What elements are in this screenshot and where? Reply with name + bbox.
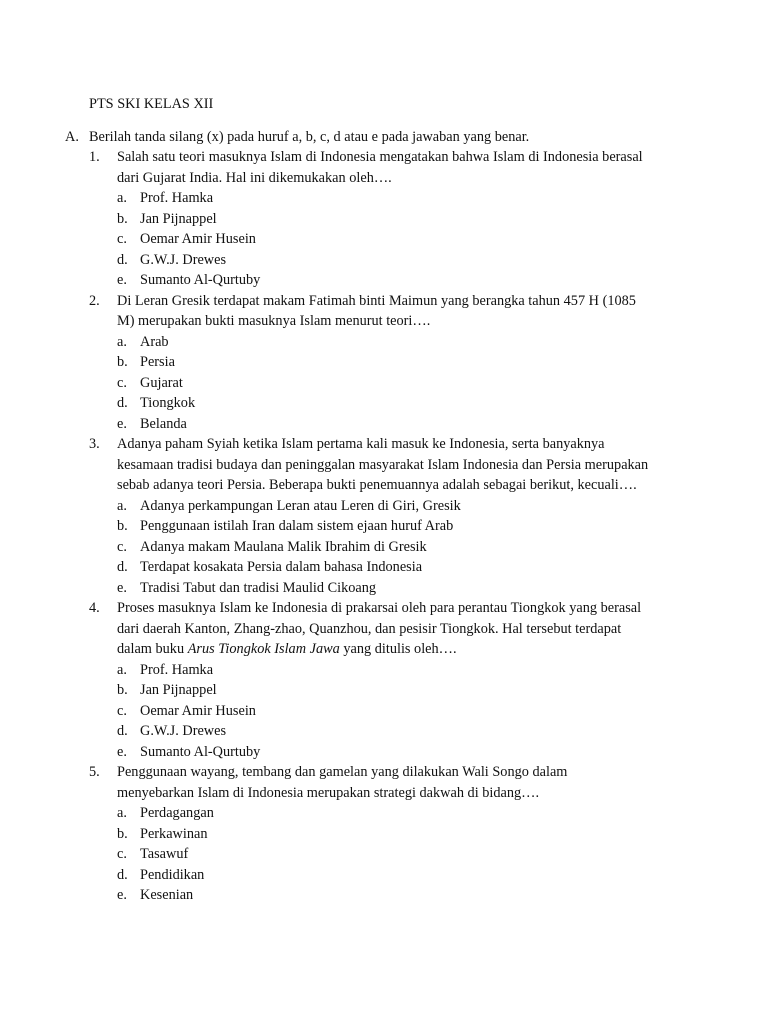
option-text: Persia [140, 354, 175, 370]
option-list [89, 803, 689, 906]
option-letter: e. [117, 887, 127, 903]
option-letter: a. [117, 661, 127, 678]
book-title: Arus Tiongkok Islam Jawa [187, 641, 340, 657]
option-letter: c. [117, 231, 127, 247]
option-item [89, 414, 689, 435]
option-letter: c. [117, 846, 127, 862]
option-item [89, 680, 689, 701]
option-letter: e. [117, 415, 127, 432]
option-letter: b. [117, 518, 128, 534]
option-item [89, 824, 689, 845]
option-text: G.W.J. Drewes [140, 723, 227, 739]
option-item [89, 352, 689, 373]
option-item [89, 844, 689, 865]
option-item [89, 557, 689, 578]
option-text: Tradisi Tabut dan tradisi Maulid Cikoang [140, 579, 377, 596]
question-text-line: Salah satu teori masuknya Islam di Indonesia mengatakan bahwa Islam di Indonesia berasal [117, 149, 643, 165]
question-text-segment: yang ditulis oleh…. [339, 641, 457, 657]
option-letter: c. [117, 538, 127, 555]
option-item [89, 496, 689, 517]
question-4 [89, 598, 689, 762]
option-letter: d. [117, 251, 128, 268]
option-item [89, 537, 689, 558]
option-list [89, 660, 689, 763]
option-list [89, 188, 689, 291]
option-item [89, 701, 689, 722]
question-text-line: sebab adanya teori Persia. Beberapa bukti penemuannya adalah sebagai berikut, kecuali…. [117, 477, 637, 493]
question-3 [89, 434, 689, 598]
option-text: Gujarat [140, 374, 183, 391]
option-letter: d. [117, 723, 128, 739]
option-letter: a. [117, 805, 127, 821]
question-5 [89, 762, 689, 906]
question-text-line: Di Leran Gresik terdapat makam Fatimah binti Maimun yang berangka tahun 457 H (1085 [117, 292, 636, 309]
option-text: Terdapat kosakata Persia dalam bahasa Indonesia [140, 559, 423, 575]
question-text-line: Penggunaan wayang, tembang dan gamelan yang dilakukan Wali Songo dalam [117, 764, 568, 780]
question-text-line: dari daerah Kanton, Zhang-zhao, Quanzhou, dan pesisir Tiongkok. Hal tersebut terdapat [117, 620, 622, 637]
option-letter: d. [117, 866, 128, 883]
question-2 [89, 291, 689, 435]
option-text: Adanya makam Maulana Malik Ibrahim di Gresik [140, 538, 427, 555]
option-item [89, 270, 689, 291]
option-text: Prof. Hamka [140, 661, 214, 678]
option-text: Prof. Hamka [140, 190, 214, 206]
option-text: Oemar Amir Husein [140, 231, 256, 247]
option-text: Belanda [140, 415, 187, 432]
question-text-segment: dalam buku [117, 641, 188, 657]
option-letter: b. [117, 210, 128, 227]
option-text: Perkawinan [140, 825, 208, 842]
option-text: Jan Pijnappel [140, 210, 217, 227]
document-title: PTS SKI KELAS XII [89, 96, 214, 112]
section-instruction: Berilah tanda silang (x) pada huruf a, b, c, d atau e pada jawaban yang benar. [89, 129, 530, 145]
option-letter: a. [117, 497, 127, 514]
option-item [89, 865, 689, 886]
option-letter: d. [117, 559, 128, 575]
question-text-line: Adanya paham Syiah ketika Islam pertama kali masuk ke Indonesia, serta banyaknya [117, 436, 605, 452]
option-item [89, 660, 689, 681]
option-item [89, 250, 689, 271]
option-text: Sumanto Al-Qurtuby [140, 272, 261, 288]
option-item [89, 393, 689, 414]
option-text: Oemar Amir Husein [140, 702, 256, 719]
option-letter: c. [117, 374, 127, 391]
option-item [89, 332, 689, 353]
option-item [89, 742, 689, 763]
option-text: Sumanto Al-Qurtuby [140, 743, 261, 760]
section-label: A. [65, 129, 79, 145]
option-letter: e. [117, 743, 127, 760]
question-text-line [117, 639, 689, 660]
option-text: Adanya perkampungan Leran atau Leren di Giri, Gresik [140, 497, 461, 514]
option-text: Perdagangan [140, 805, 214, 821]
option-letter: b. [117, 354, 128, 370]
question-number: 4. [89, 600, 100, 616]
question-text-line: Proses masuknya Islam ke Indonesia di prakarsai oleh para perantau Tiongkok yang berasal [117, 600, 642, 616]
option-text: Arab [140, 333, 169, 350]
option-item [89, 578, 689, 599]
option-text: Tiongkok [140, 395, 196, 411]
option-list [89, 496, 689, 599]
option-letter: e. [117, 272, 127, 288]
option-letter: d. [117, 395, 128, 411]
option-item [89, 209, 689, 230]
option-text: Kesenian [140, 887, 194, 903]
option-item [89, 229, 689, 250]
question-text-line: dari Gujarat India. Hal ini dikemukakan oleh…. [117, 169, 392, 186]
option-item [89, 721, 689, 742]
option-item [89, 803, 689, 824]
option-text: G.W.J. Drewes [140, 251, 227, 268]
question-1 [89, 147, 689, 291]
question-text-line: menyebarkan Islam di Indonesia merupakan strategi dakwah di bidang…. [117, 784, 540, 801]
option-text: Pendidikan [140, 866, 205, 883]
option-item [89, 188, 689, 209]
question-number: 2. [89, 292, 100, 309]
option-text: Tasawuf [140, 846, 189, 862]
option-item [89, 516, 689, 537]
option-item [89, 885, 689, 906]
question-number: 3. [89, 436, 100, 452]
option-letter: e. [117, 579, 127, 596]
question-list [89, 147, 689, 906]
option-letter: b. [117, 825, 128, 842]
option-list [89, 332, 689, 435]
question-number: 1. [89, 149, 100, 165]
question-text-line: M) merupakan bukti masuknya Islam menurut teori…. [117, 313, 431, 329]
question-text-line: kesamaan tradisi budaya dan peninggalan masyarakat Islam Indonesia dan Persia merupakan [117, 456, 649, 473]
option-text: Penggunaan istilah Iran dalam sistem ejaan huruf Arab [140, 518, 454, 534]
option-letter: a. [117, 190, 127, 206]
question-number: 5. [89, 764, 100, 780]
option-letter: b. [117, 682, 128, 698]
option-letter: c. [117, 702, 127, 719]
option-text: Jan Pijnappel [140, 682, 217, 698]
option-item [89, 373, 689, 394]
option-letter: a. [117, 333, 127, 350]
